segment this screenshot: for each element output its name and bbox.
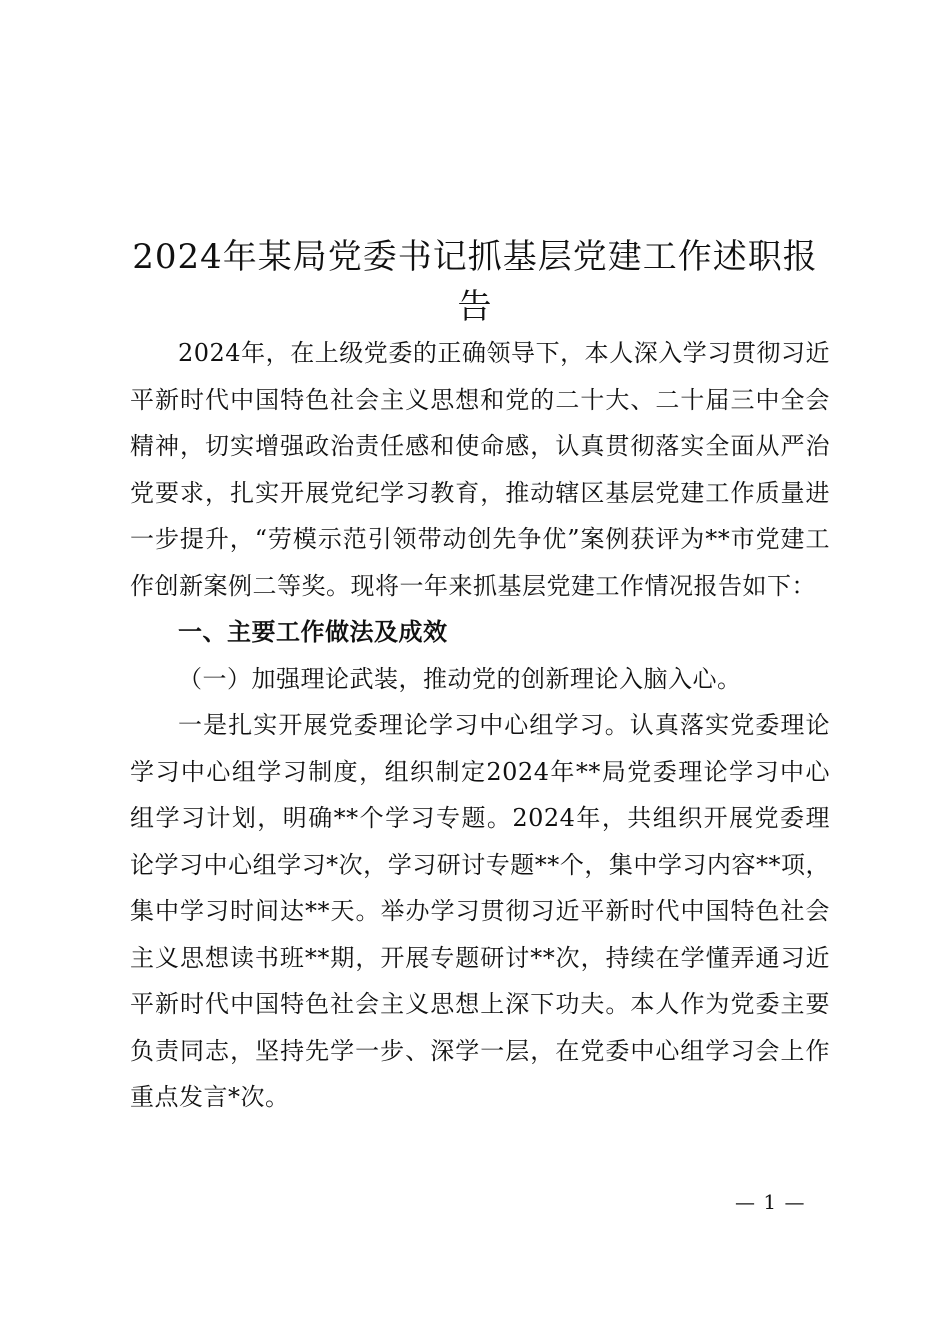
document-body bbox=[130, 330, 830, 1121]
document-title: 2024年某局党委书记抓基层党建工作述职报告 bbox=[132, 237, 818, 327]
page-number: — 1 — bbox=[735, 1190, 806, 1214]
section-heading: 一、主要工作做法及成效 bbox=[178, 618, 448, 646]
intro-paragraph: 2024年，在上级党委的正确领导下，本人深入学习贯彻习近平新时代中国特色社会主义思想和党的二十大、二十届三中全会精神，切实增强政治责任感和使命感，认真贯彻落实全面从严治党要求，扎实开展党纪学习教育，推动辖区基层党建工作质量进一步提升，“劳模示范引领带动创先争优”案例获评为**市党建工作创新案例二等奖。现将一年来抓基层党建工作情况报告如下： bbox=[130, 339, 830, 600]
subsection-heading: （一）加强理论武装，推动党的创新理论入脑入心。 bbox=[178, 664, 742, 693]
item-paragraph: 一是扎实开展党委理论学习中心组学习。认真落实党委理论学习中心组学习制度，组织制定2024年**局党委理论学习中心组学习计划，明确**个学习专题。2024年，共组织开展党委理论学习中心组学习*次，学习研讨专题**个，集中学习内容**项，集中学习时间达**天。举办学习贯彻习近平新时代中国特色社会主义思想读书班**期，开展专题研讨**次，持续在学懂弄通习近平新时代中国特色社会主义思想上深下功夫。本人作为党委主要负责同志，坚持先学一步、深学一层，在党委中心组学习会上作重点发言*次。 bbox=[130, 711, 830, 1111]
